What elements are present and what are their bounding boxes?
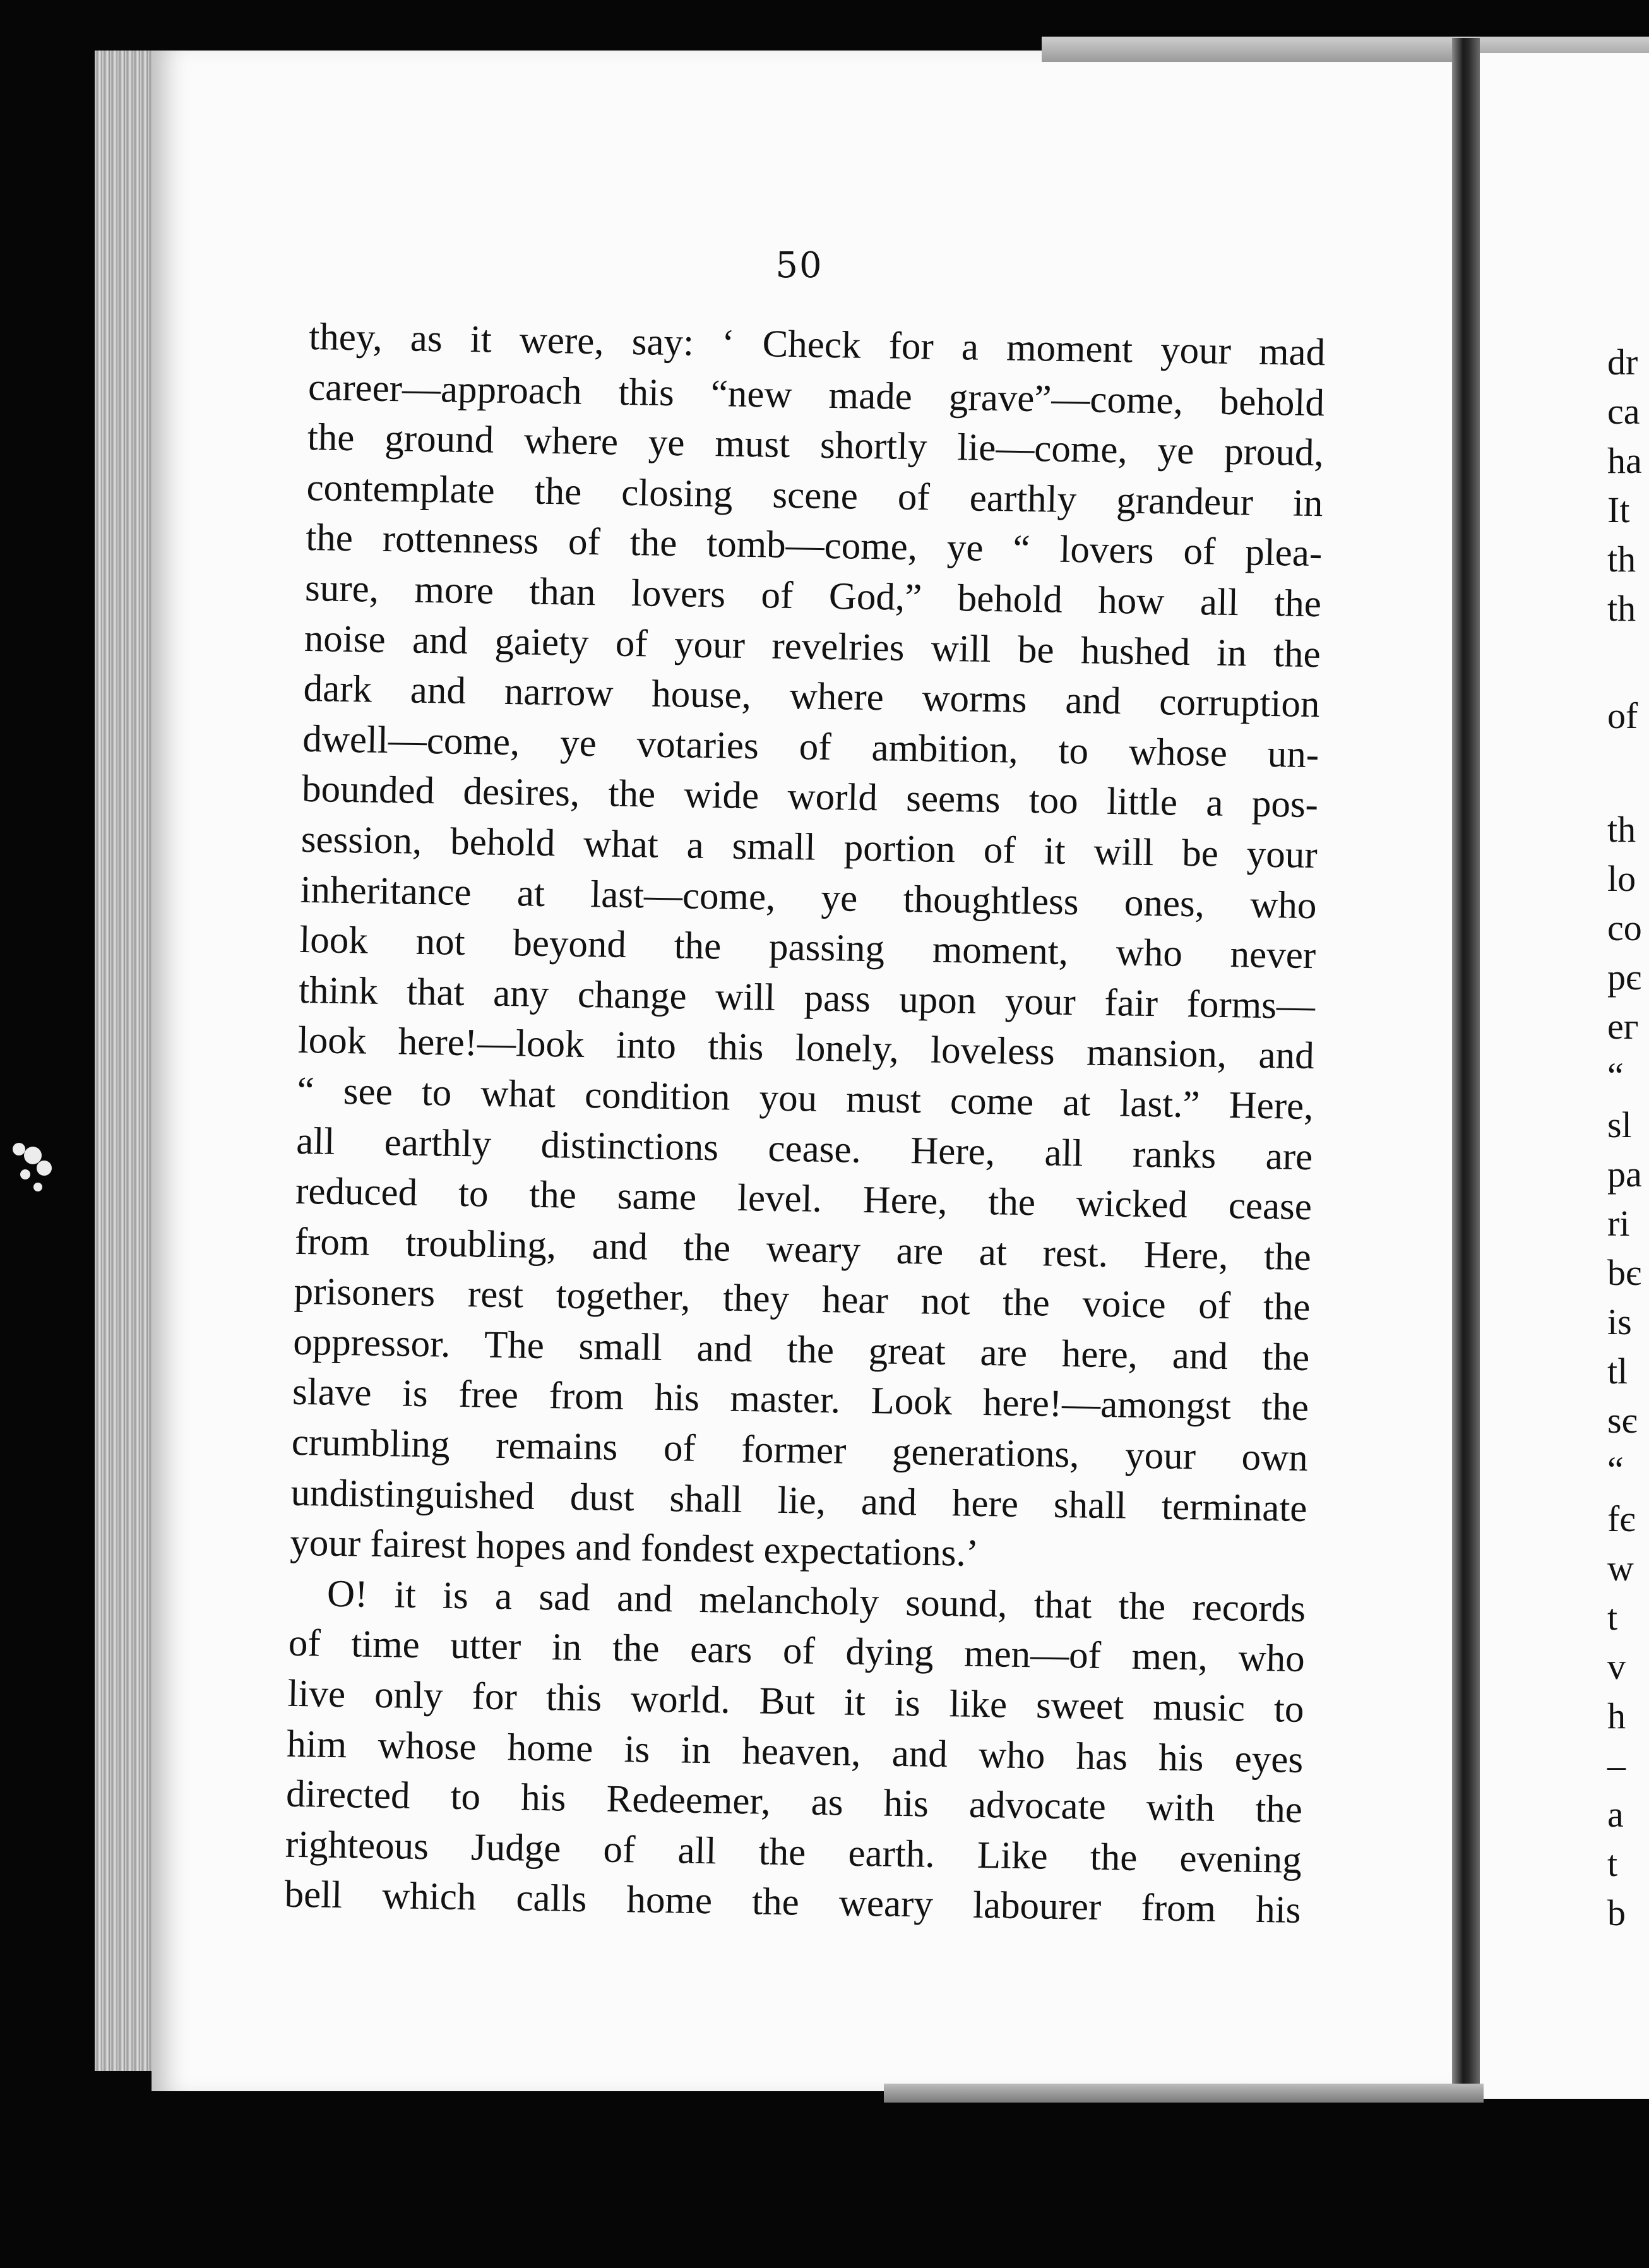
text-line: the rottenness of the tomb—come, ye “ lovers of plea- xyxy=(305,516,1323,575)
fragment: sl xyxy=(1607,1104,1632,1145)
fragment: h xyxy=(1607,1695,1626,1736)
fragment: pa xyxy=(1607,1154,1642,1195)
text-line: prisoners rest together, they hear not the voice of the xyxy=(294,1270,1311,1329)
text-line: inheritance at last—come, ye thoughtless ones, who xyxy=(300,868,1317,927)
fragment: ca xyxy=(1607,391,1640,432)
fragment: th xyxy=(1607,588,1636,629)
fragment: bє xyxy=(1607,1252,1641,1293)
fragment: eг xyxy=(1607,1006,1639,1047)
text-line: crumbling remains of former generations, your own xyxy=(291,1421,1309,1480)
fragment: – xyxy=(1607,1745,1626,1786)
text-line: the ground where ye must shortly lie—come, ye proud, xyxy=(307,416,1325,475)
fragment: t xyxy=(1607,1597,1618,1638)
fragment: th xyxy=(1607,539,1636,580)
text-line: they, as it were, say: ‘ Check for a moment your mad xyxy=(308,315,1326,374)
fragment: is xyxy=(1607,1301,1632,1342)
book-gutter xyxy=(1452,38,1480,2103)
fragment: b xyxy=(1607,1892,1626,1933)
text-line: slave is free from his master. Look here!—amongst the xyxy=(292,1371,1309,1429)
fragment: It xyxy=(1607,489,1630,530)
fragment: t xyxy=(1607,1843,1618,1884)
fragment: “ xyxy=(1607,1449,1624,1490)
text-line: all earthly distinctions cease. Here, all ranks are xyxy=(295,1119,1313,1178)
text-line: contemplate the closing scene of earthly grandeur in xyxy=(306,466,1323,525)
fragment: “ xyxy=(1607,1055,1624,1096)
text-line: righteous Judge of all the earth. Like the evening xyxy=(285,1823,1302,1882)
book-edge-bottom xyxy=(884,2084,1484,2103)
fragment: co xyxy=(1607,907,1642,948)
text-line: oppressor. The small and the great are here, and the xyxy=(292,1320,1310,1379)
text-line: noise and gaiety of your revelries will be hushed in the xyxy=(304,617,1321,676)
fragment: a xyxy=(1607,1794,1624,1835)
text-line: of time utter in the ears of dying men—of men, who xyxy=(288,1622,1306,1681)
text-line: from troubling, and the weary are at rest. Here, the xyxy=(294,1220,1312,1279)
text-line: dwell—come, ye votaries of ambition, to whose un- xyxy=(302,717,1319,776)
text-line: bounded desires, the wide world seems too little a pos- xyxy=(301,768,1319,827)
fragment: tl xyxy=(1607,1351,1628,1392)
text-line: sure, more than lovers of God,” behold how all the xyxy=(304,566,1322,626)
fragment: th xyxy=(1607,809,1636,850)
text-line: directed to his Redeemer, as his advocate with the xyxy=(285,1772,1303,1832)
text-line: O! it is a sad and melancholy sound, that the records xyxy=(326,1572,1306,1630)
text-line: reduced to the same level. Here, the wicked cease xyxy=(295,1169,1313,1229)
scan-specks xyxy=(0,1111,95,1238)
fragment: fє xyxy=(1607,1498,1636,1539)
text-line: bell which calls home the weary labourer from his xyxy=(284,1873,1301,1932)
fragment: w xyxy=(1607,1548,1634,1589)
fragment: sє xyxy=(1607,1400,1638,1441)
text-line: think that any change will pass upon your fair forms— xyxy=(298,969,1316,1027)
text-line: look not beyond the passing moment, who never xyxy=(299,919,1316,977)
text-line: “ see to what condition you must come at last.” Here, xyxy=(297,1069,1314,1128)
page-number: 50 xyxy=(775,245,823,286)
fragment: dr xyxy=(1607,342,1638,383)
text-line: career—approach this “new made grave”—come, behold xyxy=(307,366,1325,424)
fragment: ha xyxy=(1607,440,1642,481)
text-line: session, behold what a small portion of it will be your xyxy=(301,818,1318,877)
text-line: undistinguished dust shall lie, and here shall terminate xyxy=(290,1471,1307,1530)
text-line: your fairest hopes and fondest expectations.’ xyxy=(289,1522,979,1575)
fragment: of xyxy=(1607,695,1638,736)
text-line: dark and narrow house, where worms and corruption xyxy=(303,667,1320,726)
fragment: ri xyxy=(1607,1203,1630,1244)
fragment: lo xyxy=(1607,858,1636,899)
fragment: v xyxy=(1607,1646,1626,1687)
text-line: him whose home is in heaven, and who has his eyes xyxy=(286,1722,1304,1781)
text-line: look here!—look into this lonely, loveless mansion, and xyxy=(297,1019,1315,1078)
fragment: pє xyxy=(1607,957,1641,998)
text-line: live only for this world. But it is like sweet music to xyxy=(287,1672,1304,1731)
body-text xyxy=(284,312,1326,1936)
